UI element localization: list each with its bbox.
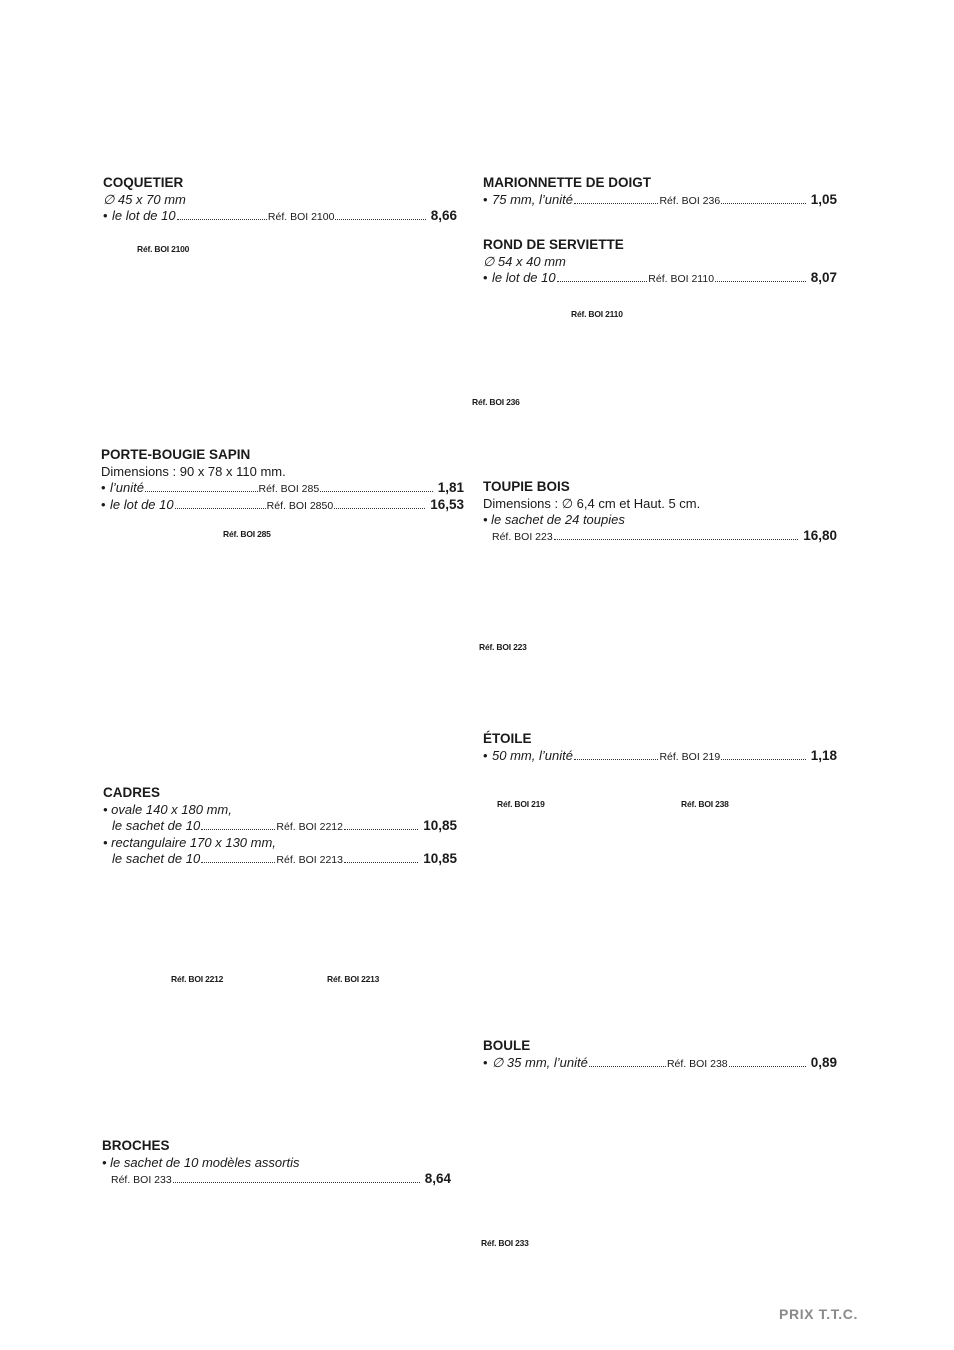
product-dimensions: Dimensions : 90 x 78 x 110 mm. (101, 464, 286, 479)
price-line (483, 528, 837, 545)
price-line-label: le lot de 10 (112, 208, 176, 223)
image-caption: Réf. BOI 2110 (571, 309, 623, 319)
bullet: • (483, 1055, 488, 1070)
image-caption: Réf. BOI 238 (681, 799, 729, 809)
dot-leader (715, 281, 806, 282)
product-title: MARIONNETTE DE DOIGT (483, 175, 651, 190)
coquetier-block (103, 175, 457, 225)
price-line (483, 192, 837, 209)
product-price: 1,18 (810, 748, 837, 763)
price-line-label: 75 mm, l’unité (492, 192, 573, 207)
porte-bougie-block (101, 447, 464, 514)
product-option: • ovale 140 x 180 mm, (103, 802, 232, 817)
image-caption: Réf. BOI 223 (479, 642, 527, 652)
dot-leader (729, 1066, 806, 1067)
dot-leader (173, 1182, 420, 1183)
dot-leader (721, 203, 806, 204)
dot-leader (334, 508, 425, 509)
product-ref: Réf. BOI 238 (666, 1058, 728, 1070)
product-ref: Réf. BOI 2100 (267, 211, 335, 223)
product-title: ROND DE SERVIETTE (483, 237, 624, 252)
price-line-label: l’unité (110, 480, 144, 495)
bullet: • (103, 208, 108, 223)
product-title: ÉTOILE (483, 731, 532, 746)
price-line-label: le sachet de 10 (112, 851, 201, 866)
image-caption: Réf. BOI 236 (472, 397, 520, 407)
product-title: BOULE (483, 1038, 531, 1053)
product-pack: • le sachet de 24 toupies (483, 512, 625, 527)
toupie-block (483, 479, 837, 545)
broches-block (102, 1138, 451, 1188)
image-caption: Réf. BOI 233 (481, 1238, 529, 1248)
image-caption: Réf. BOI 2213 (327, 974, 380, 984)
product-price: 8,64 (424, 1171, 451, 1186)
product-dimensions: ∅ 54 x 40 mm (483, 254, 566, 269)
product-ref: Réf. BOI 223 (492, 531, 553, 543)
boule-block (483, 1038, 837, 1072)
dot-leader (335, 219, 425, 220)
price-line (483, 748, 837, 765)
dot-leader (177, 219, 267, 220)
product-ref: Réf. BOI 2850 (266, 500, 334, 512)
price-footer: PRIX T.T.C. (779, 1306, 858, 1322)
product-price: 16,53 (430, 497, 465, 512)
dot-leader (557, 281, 648, 282)
price-line-label: le lot de 10 (492, 270, 556, 285)
price-line (483, 1055, 837, 1072)
price-line-label: ∅ 35 mm, l’unité (492, 1055, 588, 1070)
dot-leader (574, 759, 659, 760)
dot-leader (145, 491, 258, 492)
price-line (103, 208, 457, 225)
product-price: 1,05 (810, 192, 837, 207)
product-dimensions: ∅ 45 x 70 mm (103, 192, 186, 207)
product-price: 10,85 (423, 851, 457, 866)
product-pack: • le sachet de 10 modèles assortis (102, 1155, 300, 1170)
product-ref: Réf. BOI 236 (659, 195, 721, 207)
dot-leader (574, 203, 659, 204)
bullet: • (101, 480, 106, 495)
product-option: • rectangulaire 170 x 130 mm, (103, 835, 276, 850)
price-line (101, 480, 464, 497)
product-price: 10,85 (423, 818, 457, 833)
price-line (101, 497, 464, 514)
product-ref: Réf. BOI 2213 (276, 854, 343, 866)
price-line (102, 1171, 451, 1188)
product-dimensions: Dimensions : ∅ 6,4 cm et Haut. 5 cm. (483, 496, 701, 511)
etoile-block (483, 731, 837, 765)
product-price: 1,81 (437, 480, 465, 495)
price-line-label: le sachet de 10 (112, 818, 201, 833)
dot-leader (344, 862, 418, 863)
bullet: • (483, 270, 488, 285)
price-line (103, 851, 457, 868)
product-price: 8,07 (810, 270, 837, 285)
bullet: • (483, 192, 488, 207)
dot-leader (201, 862, 275, 863)
dot-leader (175, 508, 266, 509)
bullet: • (101, 497, 106, 512)
image-caption: Réf. BOI 2100 (137, 244, 190, 254)
image-caption: Réf. BOI 285 (223, 529, 271, 539)
image-caption: Réf. BOI 219 (497, 799, 545, 809)
bullet: • (483, 748, 488, 763)
price-line (483, 270, 837, 287)
marionnette-block (483, 175, 837, 209)
price-line-label: 50 mm, l’unité (492, 748, 573, 763)
product-title: PORTE-BOUGIE SAPIN (101, 447, 251, 462)
product-ref: Réf. BOI 219 (659, 751, 721, 763)
product-ref: Réf. BOI 2212 (276, 821, 343, 833)
product-ref: Réf. BOI 2110 (648, 273, 715, 285)
product-title: CADRES (103, 785, 161, 800)
image-caption: Réf. BOI 2212 (171, 974, 224, 984)
cadres-block (103, 785, 457, 868)
product-title: TOUPIE BOIS (483, 479, 570, 494)
product-ref: Réf. BOI 285 (258, 483, 320, 495)
rond-serviette-block (483, 237, 837, 287)
price-line-label: le lot de 10 (110, 497, 174, 512)
dot-leader (201, 829, 275, 830)
product-title: COQUETIER (103, 175, 184, 190)
product-price: 16,80 (803, 528, 837, 543)
dot-leader (554, 539, 799, 540)
product-ref: Réf. BOI 233 (111, 1174, 172, 1186)
dot-leader (721, 759, 806, 760)
price-line (103, 818, 457, 835)
dot-leader (589, 1066, 666, 1067)
product-title: BROCHES (102, 1138, 170, 1153)
product-price: 8,66 (430, 208, 457, 223)
dot-leader (320, 491, 433, 492)
product-price: 0,89 (810, 1055, 837, 1070)
dot-leader (344, 829, 418, 830)
